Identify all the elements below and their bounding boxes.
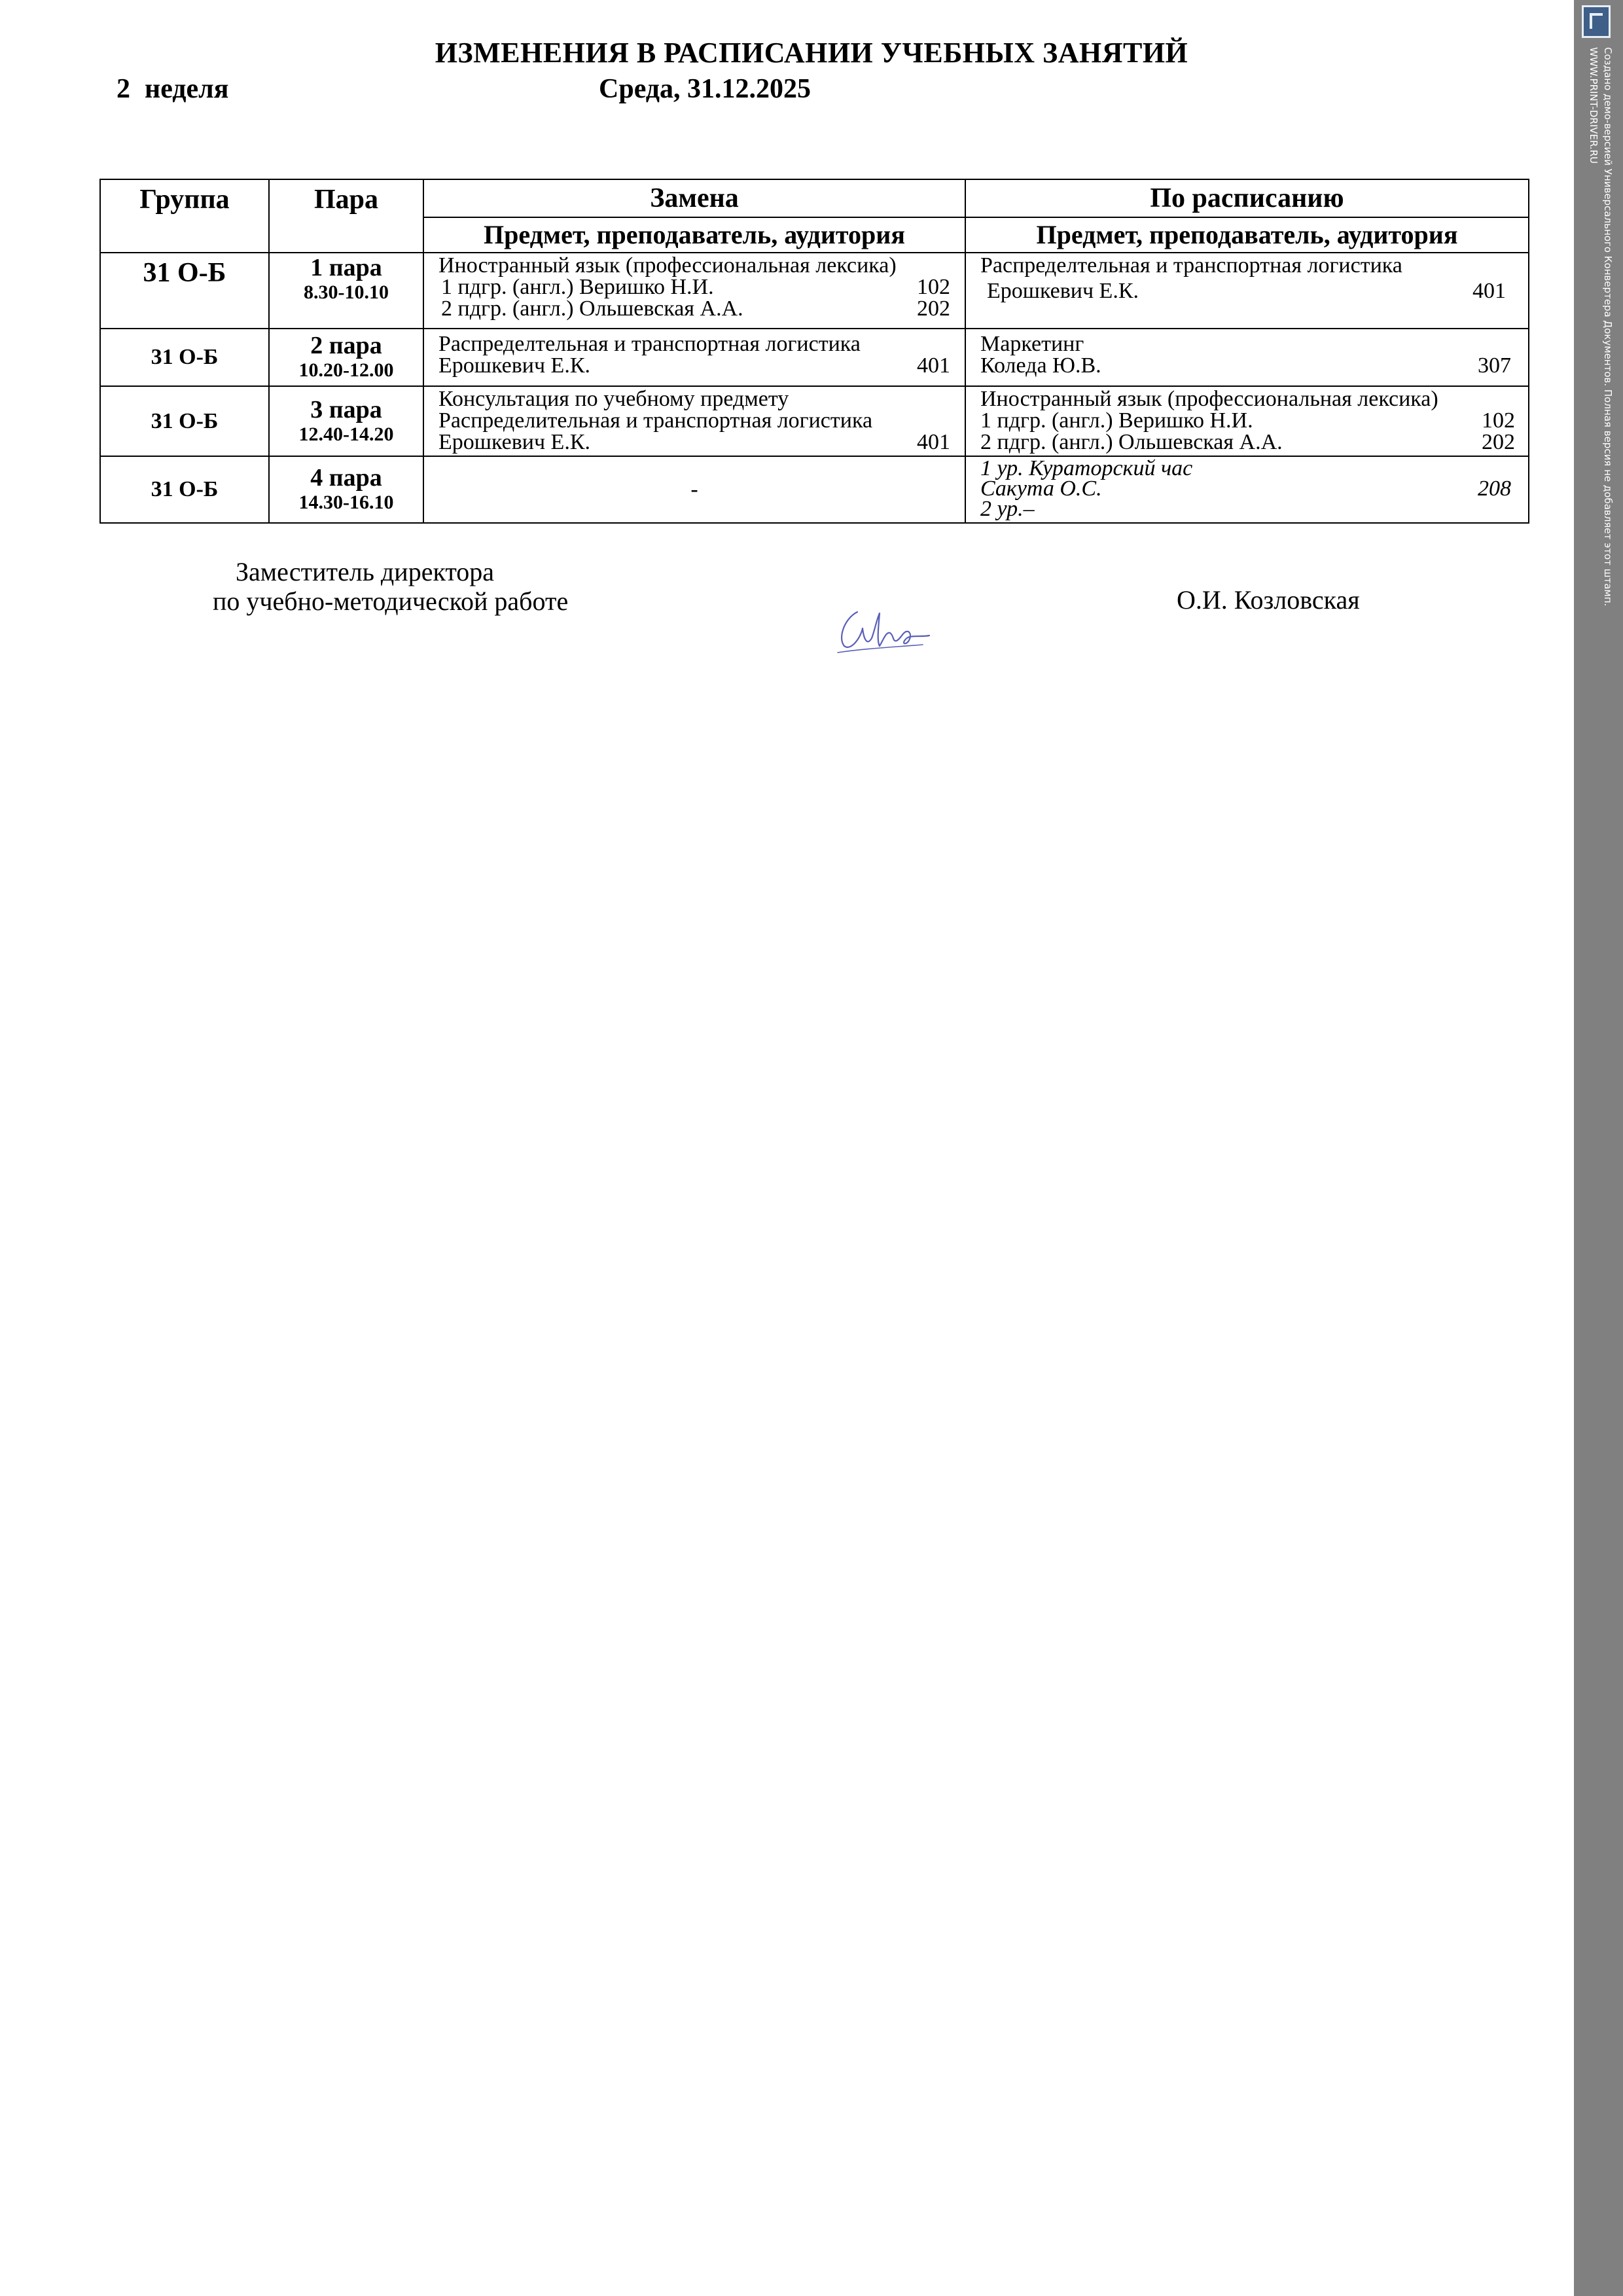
room-number: 102 <box>917 275 950 299</box>
day-date: Среда, 31.12.2025 <box>599 74 812 104</box>
para-time: 8.30-10.10 <box>304 281 389 303</box>
para-time: 12.40-14.20 <box>298 423 394 445</box>
header-group: Группа <box>100 179 269 253</box>
scheduled-cell <box>965 253 1529 329</box>
para-time: 14.30-16.10 <box>298 492 394 513</box>
room-number: 202 <box>1482 430 1515 454</box>
group-cell: 31 О-Б <box>100 386 269 456</box>
room-number: 401 <box>1472 279 1506 303</box>
table-row <box>100 386 1529 456</box>
subject-text: Иностранный язык (профессиональная лексика) <box>980 387 1438 411</box>
teacher-text: Ерошкевич Е.К. <box>438 430 591 454</box>
document-title: ИЗМЕНЕНИЯ В РАСПИСАНИИ УЧЕБНЫХ ЗАНЯТИЙ <box>435 37 1188 69</box>
para-cell <box>269 253 423 329</box>
teacher-text: Ерошкевич Е.К. <box>438 353 591 378</box>
subject-text: Иностранный язык (профессиональная лексика) <box>438 253 897 278</box>
subject-text: Распределтельная и транспортная логистика <box>980 253 1402 278</box>
teacher-text: 1 пдгр. (англ.) Веришко Н.И. <box>441 275 714 299</box>
header-scheduled: По расписанию <box>965 179 1529 217</box>
handwritten-signature <box>831 599 936 658</box>
subject-text: Распределительная и транспортная логистика <box>438 408 873 433</box>
teacher-text: 2 пдгр. (англ.) Ольшевская А.А. <box>441 296 743 321</box>
header-replacement: Замена <box>423 179 965 217</box>
teacher-text: Сакута О.С. <box>980 476 1102 501</box>
subheader-replacement: Предмет, преподаватель, аудитория <box>423 217 965 253</box>
para-number: 4 пара <box>310 464 382 492</box>
para-number: 2 пара <box>310 332 382 359</box>
stamp-notice-text: Создано демо-версией Универсального Конвертера Документов. Полная версия не добавляет этот штамп. <box>1602 47 1614 607</box>
header-para: Пара <box>269 179 423 253</box>
para-cell <box>269 386 423 456</box>
para-time: 10.20-12.00 <box>298 359 394 381</box>
signatory-role-line2: по учебно-методической работе <box>213 586 569 616</box>
subject-text: Распределтельная и транспортная логистика <box>438 332 861 356</box>
scheduled-cell <box>965 386 1529 456</box>
teacher-text: Коледа Ю.В. <box>980 353 1101 378</box>
group-cell: 31 О-Б <box>100 253 269 329</box>
group-cell: 31 О-Б <box>100 456 269 523</box>
replacement-cell <box>423 329 965 386</box>
room-number: 202 <box>917 296 950 321</box>
replacement-cell <box>423 386 965 456</box>
signatory-name: О.И. Козловская <box>1177 585 1360 615</box>
subject-text: 2 ур.– <box>980 497 1035 521</box>
group-cell: 31 О-Б <box>100 329 269 386</box>
para-number: 1 пара <box>310 254 382 281</box>
table-row <box>100 253 1529 329</box>
signatory-role-line1: Заместитель директора <box>236 557 495 586</box>
subheader-scheduled: Предмет, преподаватель, аудитория <box>965 217 1529 253</box>
room-number: 401 <box>917 353 950 378</box>
ucd-logo-icon <box>1582 5 1611 38</box>
schedule-table <box>99 179 1529 524</box>
room-number: 401 <box>917 430 950 454</box>
week-label: неделя <box>145 74 229 104</box>
stamp-url-text: WWW.PRINT-DRIVER.RU <box>1588 47 1599 164</box>
subject-text: 1 ур. Кураторский час <box>980 456 1193 480</box>
subject-text: Маркетинг <box>980 332 1084 356</box>
converter-stamp-strip <box>1574 0 1623 2296</box>
subject-text: Консультация по учебному предмету <box>438 387 789 411</box>
para-cell <box>269 456 423 523</box>
replacement-cell: - <box>423 456 965 523</box>
table-row <box>100 456 1529 523</box>
para-number: 3 пара <box>310 395 382 423</box>
replacement-cell <box>423 253 965 329</box>
scheduled-cell <box>965 329 1529 386</box>
teacher-text: 2 пдгр. (англ.) Ольшевская А.А. <box>980 430 1283 454</box>
table-row <box>100 329 1529 386</box>
room-number: 307 <box>1478 353 1511 378</box>
scheduled-cell <box>965 456 1529 523</box>
room-number: 102 <box>1482 408 1515 433</box>
teacher-text: Ерошкевич Е.К. <box>987 279 1139 303</box>
header-row <box>100 179 1529 217</box>
teacher-text: 1 пдгр. (англ.) Веришко Н.И. <box>980 408 1253 433</box>
week-number: 2 <box>116 74 130 104</box>
room-number: 208 <box>1478 476 1511 501</box>
week-indicator <box>116 73 228 105</box>
para-cell <box>269 329 423 386</box>
